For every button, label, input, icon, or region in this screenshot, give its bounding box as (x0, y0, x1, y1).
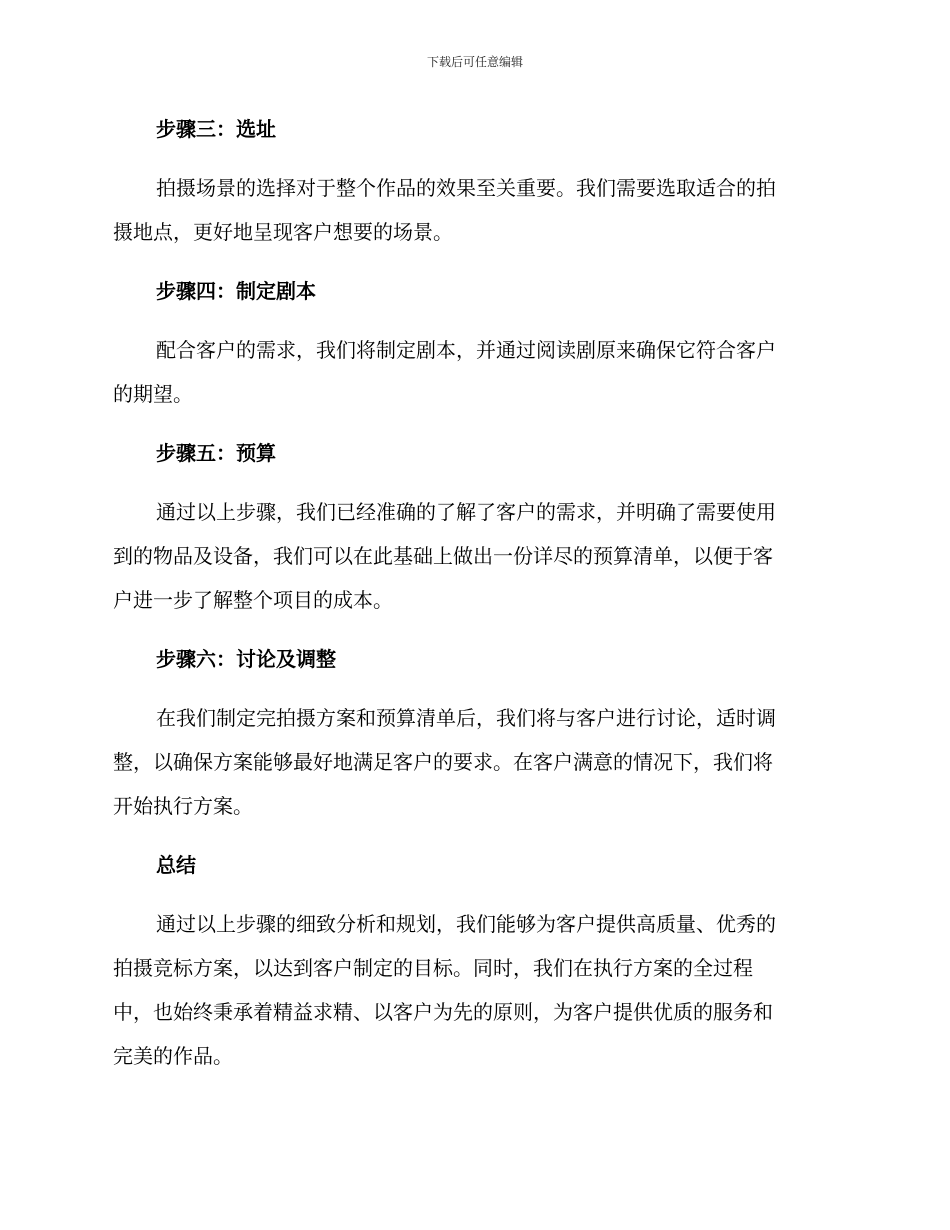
paragraph-line: 开始执行方案。 (113, 794, 253, 818)
section-heading: 步骤六：讨论及调整 (156, 647, 336, 671)
section-heading: 总结 (156, 853, 196, 877)
paragraph-line: 通过以上步骤的细致分析和规划，我们能够为客户提供高质量、优秀的 (156, 912, 776, 936)
paragraph-line: 拍摄竞标方案，以达到客户制定的目标。同时，我们在执行方案的全过程 (113, 956, 753, 980)
section-heading: 步骤三：选址 (156, 117, 276, 141)
paragraph-line: 在我们制定完拍摄方案和预算清单后，我们将与客户进行讨论，适时调 (156, 706, 776, 730)
section-paragraph (113, 902, 830, 1078)
page-header: 下载后可任意编辑 (426, 55, 523, 69)
section-discussion (113, 638, 830, 828)
section-heading: 步骤五：预算 (156, 441, 276, 465)
paragraph-line: 完美的作品。 (113, 1044, 233, 1068)
paragraph-line: 摄地点，更好地呈现客户想要的场景。 (113, 220, 453, 244)
section-paragraph (113, 166, 830, 254)
section-site-selection (113, 108, 830, 254)
paragraph-line: 到的物品及设备，我们可以在此基础上做出一份详尽的预算清单，以便于客 (113, 544, 773, 568)
paragraph-line: 配合客户的需求，我们将制定剧本，并通过阅读剧原来确保它符合客户 (156, 338, 776, 362)
paragraph-line: 拍摄场景的选择对于整个作品的效果至关重要。我们需要选取适合的拍 (156, 176, 776, 200)
section-summary (113, 844, 830, 1078)
document-body (113, 108, 830, 1094)
section-budget (113, 432, 830, 622)
paragraph-line: 户进一步了解整个项目的成本。 (113, 588, 393, 612)
paragraph-line: 整，以确保方案能够最好地满足客户的要求。在客户满意的情况下，我们将 (113, 750, 773, 774)
paragraph-line: 通过以上步骤，我们已经准确的了解了客户的需求，并明确了需要使用 (156, 500, 776, 524)
paragraph-line: 中，也始终秉承着精益求精、以客户为先的原则，为客户提供优质的服务和 (113, 1000, 773, 1024)
section-paragraph (113, 696, 830, 828)
paragraph-line: 的期望。 (113, 382, 193, 406)
section-paragraph (113, 328, 830, 416)
section-heading: 步骤四：制定剧本 (156, 279, 316, 303)
section-paragraph (113, 490, 830, 622)
section-script (113, 270, 830, 416)
